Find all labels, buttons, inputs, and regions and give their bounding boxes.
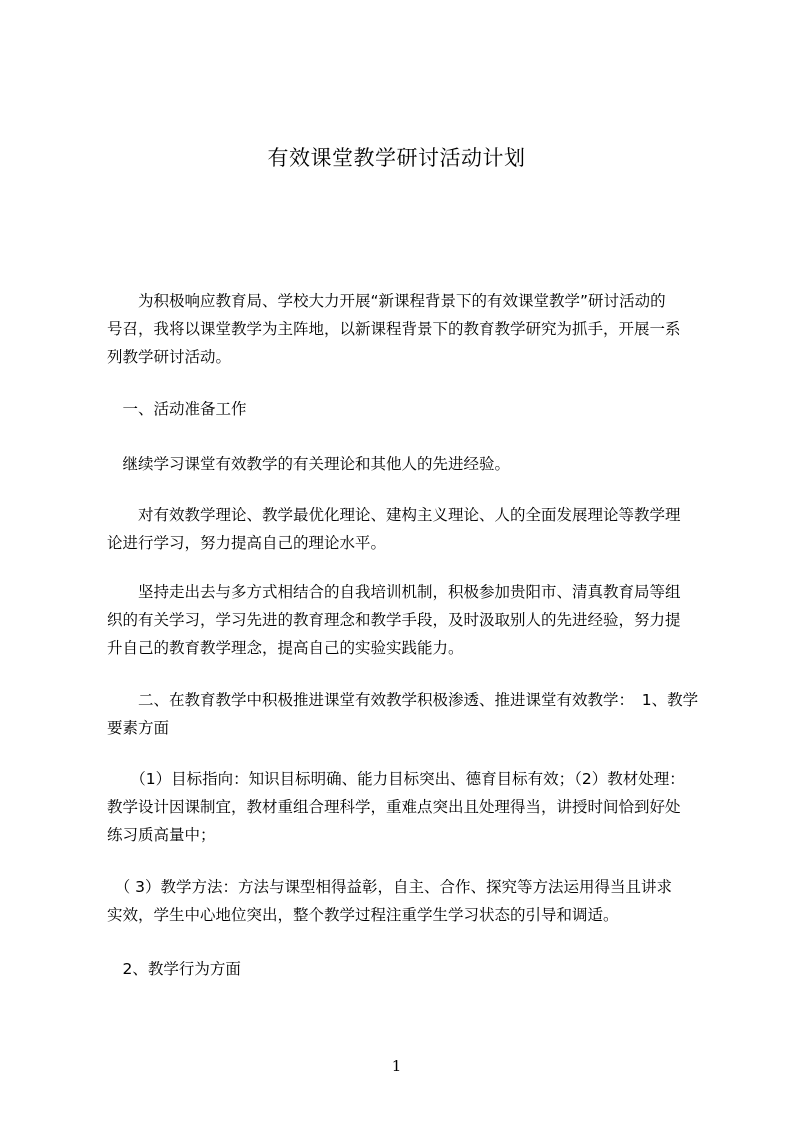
text-line: 二、在教育教学中积极推进课堂有效教学积极渗透、推进课堂有效教学： 1、教学	[107, 691, 699, 709]
paragraph-intro	[107, 287, 707, 371]
paragraph-teaching-methods	[107, 873, 707, 929]
text-line: 要素方面	[107, 719, 170, 737]
text-line: 为积极响应教育局、学校大力开展“新课程背景下的有效课堂教学”研讨活动的	[107, 292, 666, 310]
text-line: （1）目标指向：知识目标明确、能力目标突出、德育目标有效；（2）教材处理：	[107, 770, 685, 788]
paragraph-goals-materials	[107, 765, 707, 849]
text-line: 坚持走出去与多方式相结合的自我培训机制，积极参加贵阳市、清真教育局等组	[107, 583, 681, 601]
text-line: 实效，学生中心地位突出，整个教学过程注重学生学习状态的引导和调适。	[107, 906, 619, 924]
text-line: 升自己的教育教学理念，提高自己的实验实践能力。	[107, 639, 464, 657]
section-heading-preparation	[107, 395, 707, 423]
text-line: 继续学习课堂有效教学的有关理论和其他人的先进经验。	[107, 455, 511, 473]
text-line: （ 3）教学方法：方法与课型相得益彰，自主、合作、探究等方法运用得当且讲求	[107, 878, 673, 896]
paragraph-training	[107, 578, 707, 662]
text-line: 对有效教学理论、教学最优化理论、建构主义理论、人的全面发展理论等教学理	[107, 506, 681, 524]
text-line: 教学设计因课制宜，教材重组合理科学，重难点突出且处理得当，讲授时间恰到好处	[107, 798, 681, 816]
text-line: 一、活动准备工作	[107, 400, 247, 418]
text-line: 论进行学习，努力提高自己的理论水平。	[107, 534, 387, 552]
paragraph-theory-study	[107, 501, 707, 557]
paragraph-continue-study	[107, 450, 707, 478]
document-title: 有效课堂教学研讨活动计划	[267, 146, 526, 170]
text-line: 织的有关学习，学习先进的教育理念和教学手段，及时汲取别人的先进经验，努力提	[107, 611, 681, 629]
text-line: 2、教学行为方面	[107, 960, 241, 978]
text-line: 列教学研讨活动。	[107, 348, 232, 366]
section-heading-promotion	[107, 686, 707, 742]
page-number: 1	[391, 1057, 402, 1075]
subsection-heading-behavior	[107, 955, 707, 983]
text-line: 号召，我将以课堂教学为主阵地，以新课程背景下的教育教学研究为抓手，开展一系	[107, 320, 681, 338]
text-line: 练习质高量中；	[107, 826, 216, 844]
